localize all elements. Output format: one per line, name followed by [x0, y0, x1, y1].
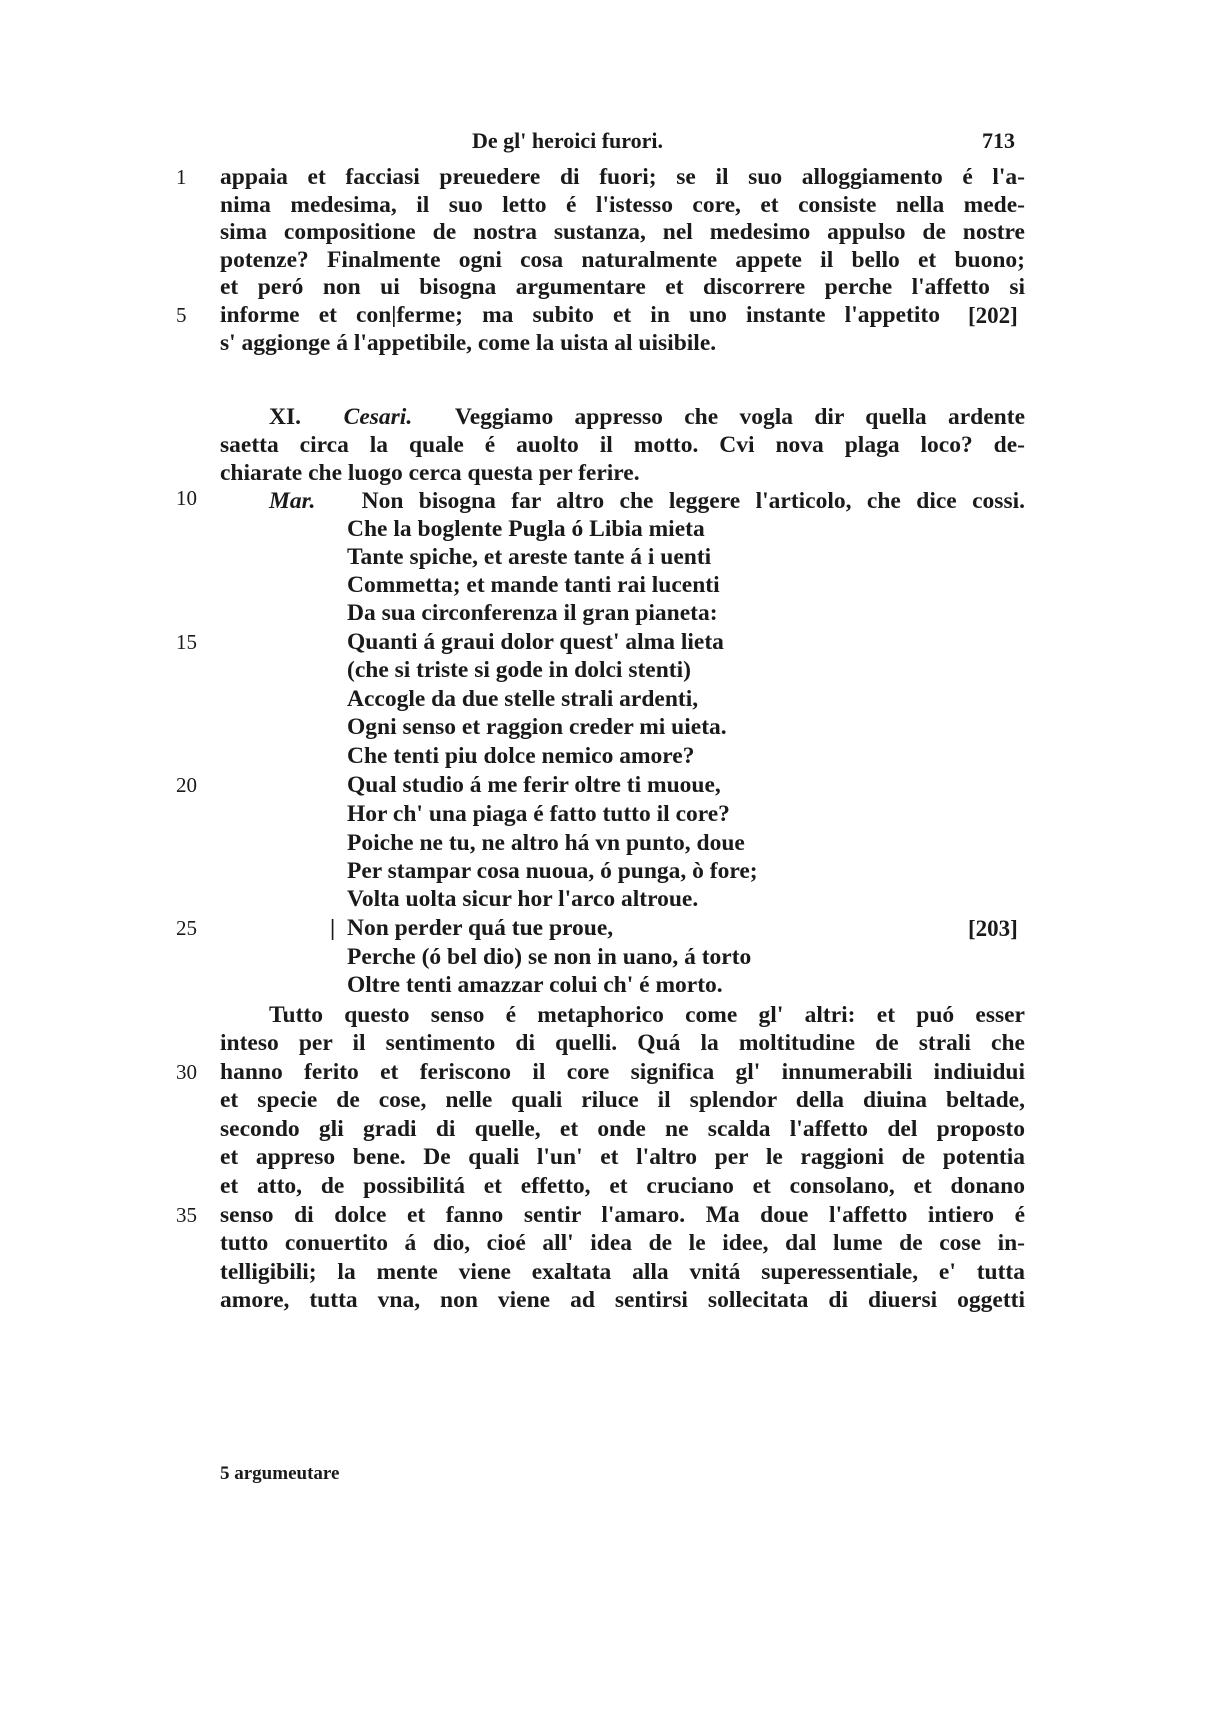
page-number: 713 [982, 128, 1015, 153]
text-line: saetta circa la quale é auolto il motto. Cvi nova plaga loco? de- [220, 432, 1025, 458]
verse-line: Che tenti piu dolce nemico amore? [347, 743, 695, 769]
verse-line: Quanti á graui dolor quest' alma lieta [347, 629, 724, 655]
speaker-label: Cesari. [343, 404, 413, 430]
verse-line: Tante spiche, et areste tante á i uenti [347, 544, 712, 570]
text-line: telligibili; la mente viene exaltata alla vnitá superessentiale, e' tutta [220, 1259, 1025, 1285]
text-line: informe et con|ferme; ma subito et in uno instante l'appetito [220, 302, 940, 328]
verse-line: Hor ch' una piaga é fatto tutto il core? [347, 801, 730, 827]
verse-line: Volta uolta sicur hor l'arco altroue. [347, 886, 699, 912]
line-number: 5 [176, 303, 187, 327]
text-line: Tutto questo senso é metaphorico come gl' altri: et puó esser [269, 1002, 1025, 1028]
speaker-label: Mar. [269, 488, 316, 514]
text-line: amore, tutta vna, non viene ad sentirsi sollecitata di diuersi oggetti [220, 1287, 1025, 1313]
section-number: XI. [269, 404, 301, 430]
verse-line: Ogni senso et raggion creder mi uieta. [347, 714, 727, 740]
text-line: sima compositione de nostra sustanza, nel medesimo appulso de nostre [220, 219, 1025, 245]
reply-text: Non bisogna far altro che leggere l'articolo, che dice cossi. [361, 488, 1025, 514]
text-line: secondo gli gradi di quelle, et onde ne scalda l'affetto del proposto [220, 1116, 1025, 1142]
text-line: et atto, de possibilitá et effetto, et cruciano et consolano, et donano [220, 1173, 1025, 1199]
verse-line: Commetta; et mande tanti rai lucenti [347, 572, 720, 598]
text-line: potenze? Finalmente ogni cosa naturalmente appete il bello et buono; [220, 247, 1025, 273]
section-text: Veggiamo appresso che vogla dir quella ardente [454, 404, 1025, 430]
margin-reference: [203] [968, 916, 1018, 941]
text-line: s' aggionge á l'appetibile, come la uista al uisibile. [220, 330, 717, 356]
verse-line: Oltre tenti amazzar colui ch' é morto. [347, 972, 723, 998]
page-header [0, 128, 1218, 158]
text-line: inteso per il sentimento di quelli. Quá la moltitudine de strali che [220, 1030, 1025, 1056]
text-line: senso di dolce et fanno sentir l'amaro. Ma doue l'affetto intiero é [220, 1202, 1025, 1228]
line-number: 20 [176, 773, 197, 797]
verse-line: Per stampar cosa nuoua, ó punga, ò fore; [347, 858, 758, 884]
reply-line [269, 486, 1025, 517]
text-line: chiarate che luogo cerca questa per ferire. [220, 460, 640, 486]
verse-line: Accogle da due stelle strali ardenti, [347, 686, 699, 712]
line-number: 10 [176, 486, 197, 510]
text-line: tutto conuertito á dio, cioé all' idea de le idee, dal lume de cose in- [220, 1230, 1025, 1256]
line-number: 15 [176, 630, 197, 654]
margin-reference: [202] [968, 303, 1018, 328]
line-number: 30 [176, 1060, 197, 1084]
line-number: 25 [176, 916, 197, 940]
running-title: De gl' heroici furori. [472, 128, 664, 153]
column-break-bar: | [330, 915, 336, 941]
text-line: appaia et facciasi preuedere di fuori; se il suo alloggiamento é l'a- [220, 164, 1025, 190]
verse-line: Poiche ne tu, ne altro há vn punto, doue [347, 830, 745, 856]
verse-line: (che si triste si gode in dolci stenti) [347, 657, 691, 683]
verse-line: Non perder quá tue proue, [347, 915, 614, 941]
text-line: et specie de cose, nelle quali riluce il splendor della diuina beltade, [220, 1087, 1025, 1113]
line-number: 35 [176, 1203, 197, 1227]
text-line: et appreso bene. De quali l'un' et l'altro per le raggioni de potentia [220, 1144, 1025, 1170]
verse-line: Perche (ó bel dio) se non in uano, á torto [347, 944, 752, 970]
footnote: 5 argumeutare [220, 1463, 340, 1484]
text-line: nima medesima, il suo letto é l'istesso core, et consiste nella mede- [220, 192, 1025, 218]
verse-line: Che la boglente Pugla ó Libia mieta [347, 516, 705, 542]
text-line: et peró non ui bisogna argumentare et discorrere perche l'affetto si [220, 274, 1025, 300]
verse-line: Da sua circonferenza il gran pianeta: [347, 600, 718, 626]
text-line: hanno ferito et feriscono il core significa gl' innumerabili indiuidui [220, 1059, 1025, 1085]
line-number: 1 [176, 165, 187, 189]
section-heading-line [269, 402, 1025, 433]
verse-line: Qual studio á me ferir oltre ti muoue, [347, 772, 721, 798]
